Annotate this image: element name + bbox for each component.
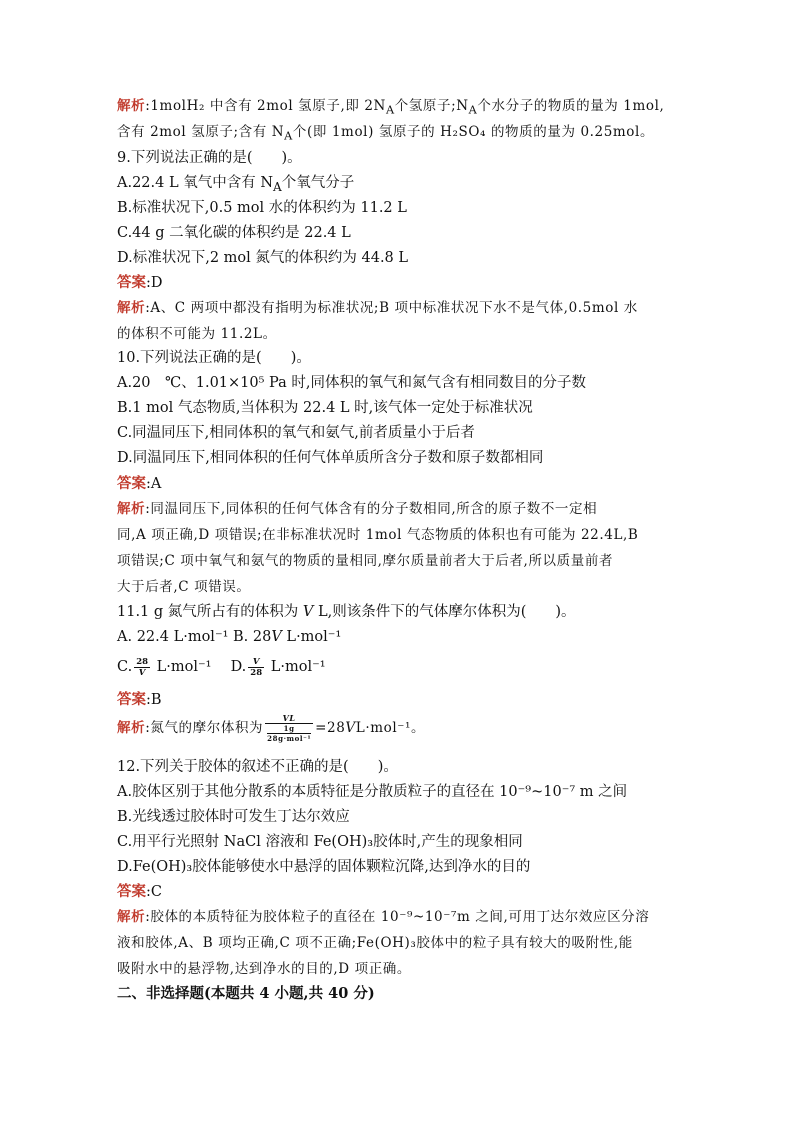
fraction-28-over-v: $\frac{28}{V}$: [136, 656, 149, 678]
question-12-option-c: C.用平行光照射 NaCl 溶液和 Fe(OH)₃胶体时,产生的现象相同: [117, 834, 523, 850]
explanation-12-line-1: 解析:胶体的本质特征为胶体粒子的直径在 10⁻⁹~10⁻⁷m 之间,可用丁达尔效应区分溶: [117, 909, 650, 925]
answer-11: 答案:B: [117, 691, 162, 708]
question-11-options-cd: C. $\frac{28}{V}$ L·mol⁻¹ D. $\frac{V}{28}$ L·mol⁻¹: [117, 656, 326, 678]
question-11-stem: 11.1 g 氮气所占有的体积为 V L,则该条件下的气体摩尔体积为( )。: [117, 604, 576, 620]
explanation-10-line-4: 大于后者,C 项错误。: [117, 579, 251, 595]
question-9-option-d: D.标准状况下,2 mol 氮气的体积约为 44.8 L: [117, 250, 409, 266]
question-11-options-ab: A. 22.4 L·mol⁻¹ B. 28V L·mol⁻¹: [117, 629, 342, 645]
question-9-stem: 9.下列说法正确的是( )。: [117, 150, 302, 166]
answer-label: 答案: [117, 475, 146, 492]
answer-label: 答案: [117, 274, 146, 291]
answer-9: 答案:D: [117, 274, 163, 291]
explanation-8-line-1: 解析:1molH₂ 中含有 2mol 氢原子,即 $2N_A$个氢原子$;N_A$个水分子的物质的量为 1mol,: [117, 98, 665, 117]
question-10-option-b: B.1 mol 气态物质,当体积为 22.4 L 时,该气体一定处于标准状况: [117, 400, 533, 416]
section-heading-non-choice: 二、非选择题(本题共 4 小题,共 40 分): [117, 985, 375, 1002]
answer-label: 答案: [117, 883, 146, 900]
explanation-10-line-2: 同,A 项正确,D 项错误;在非标准状况时 1mol 气态物质的体积也有可能为 22.4L,B: [117, 527, 639, 543]
question-10-option-a: A.20 ℃、1.01×10⁵ Pa 时,同体积的氧气和氮气含有相同数目的分子数: [117, 375, 587, 391]
question-12-stem: 12.下列关于胶体的叙述不正确的是( )。: [117, 759, 398, 775]
question-12-option-d: D.Fe(OH)₃胶体能够使水中悬浮的固体颗粒沉降,达到净水的目的: [117, 859, 531, 875]
question-10-option-c: C.同温同压下,相同体积的氧气和氨气,前者质量小于后者: [117, 425, 475, 441]
question-12-option-b: B.光线透过胶体时可发生丁达尔效应: [117, 809, 350, 825]
explanation-label: 解析: [117, 98, 146, 114]
explanation-11: 解析:氮气的摩尔体积为 VL 1g 28g·mol⁻¹ =28VL·mol⁻¹。: [117, 713, 426, 743]
explanation-10-line-3: 项错误;C 项中氧气和氨气的物质的量相同,摩尔质量前者大于后者,所以质量前者: [117, 553, 614, 569]
explanation-label: 解析: [117, 720, 146, 736]
fraction-molar-volume: VL 1g 28g·mol⁻¹: [267, 713, 312, 743]
explanation-10-line-1: 解析:同温同压下,同体积的任何气体含有的分子数相同,所含的原子数不一定相: [117, 501, 598, 517]
answer-12: 答案:C: [117, 883, 162, 900]
explanation-label: 解析: [117, 300, 146, 316]
question-9-option-b: B.标准状况下,0.5 mol 水的体积约为 11.2 L: [117, 200, 407, 216]
question-9-option-a: A.22.4 L 氧气中含有 $N_A$个氧气分子: [117, 175, 355, 194]
question-10-stem: 10.下列说法正确的是( )。: [117, 350, 311, 366]
explanation-8-line-2: 含有 2mol 氢原子;含有 $N_A$个(即 1mol) 氢原子的 H₂SO₄ 的物质的量为 0.25mol。: [117, 124, 655, 143]
explanation-12-line-3: 吸附水中的悬浮物,达到净水的目的,D 项正确。: [117, 961, 411, 977]
explanation-label: 解析: [117, 501, 146, 517]
question-9-option-c: C.44 g 二氧化碳的体积约是 22.4 L: [117, 225, 351, 241]
answer-label: 答案: [117, 691, 146, 708]
explanation-9-line-1: 解析:A、C 两项中都没有指明为标准状况;B 项中标准状况下水不是气体,0.5mol 水: [117, 300, 638, 316]
explanation-9-line-2: 的体积不可能为 11.2L。: [117, 326, 277, 342]
question-12-option-a: A.胶体区别于其他分散系的本质特征是分散质粒子的直径在 10⁻⁹~10⁻⁷ m 之间: [117, 784, 628, 800]
question-10-option-d: D.同温同压下,相同体积的任何气体单质所含分子数和原子数都相同: [117, 450, 544, 466]
answer-10: 答案:A: [117, 475, 162, 492]
explanation-label: 解析: [117, 909, 146, 925]
explanation-12-line-2: 液和胶体,A、B 项均正确,C 项不正确;Fe(OH)₃胶体中的粒子具有较大的吸附性,能: [117, 935, 633, 951]
fraction-v-over-28: $\frac{V}{28}$: [250, 656, 263, 678]
